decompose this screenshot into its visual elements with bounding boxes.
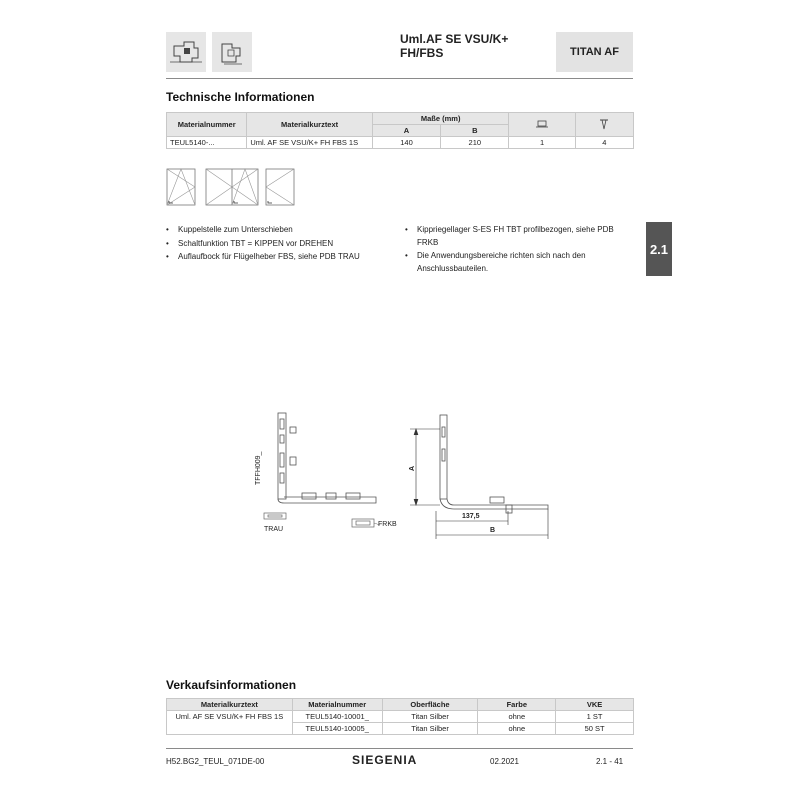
page-title: Uml.AF SE VSU/K+ FH/FBS (400, 32, 509, 60)
footer-doc-code: H52.BG2_TEUL_071DE-00 (166, 757, 265, 766)
corner-drive-dimensioned-view (440, 415, 548, 513)
drawing-label-trau: TRAU (264, 526, 284, 533)
profile-section-icon (212, 32, 252, 72)
list-item: • Kippriegellager S-ES FH TBT profilbezogen, siehe PDB FRKB (405, 224, 625, 249)
bearing-icon (535, 119, 549, 129)
col-dimensions: Maße (mm) (372, 113, 509, 125)
window-symbol-fixed (266, 169, 294, 205)
profile-thumbnail-1 (166, 32, 206, 72)
col-vke: VKE (556, 699, 634, 711)
cell-color: ohne (478, 723, 556, 735)
cell-short-text-empty (167, 723, 293, 735)
table-row (167, 137, 634, 149)
table-row (167, 723, 634, 735)
dim-label-b: B (490, 527, 496, 534)
footer-date: 02.2021 (490, 757, 519, 766)
dim-label-137: 137,5 (462, 513, 480, 520)
col-screw-icon (575, 113, 633, 137)
tech-info-heading: Technische Informationen (166, 90, 315, 104)
window-symbol-single (167, 169, 195, 205)
footer-page-number: 2.1 - 41 (596, 757, 624, 766)
window-function-symbols (166, 168, 298, 208)
table-row (167, 711, 634, 723)
cell-short-text: Uml. AF SE VSU/K+ FH FBS 1S (247, 137, 373, 149)
technical-drawing (250, 405, 560, 545)
cell-surface: Titan Silber (382, 711, 478, 723)
dim-label-a: A (409, 465, 416, 471)
cell-vke: 50 ST (556, 723, 634, 735)
frkb-part (352, 519, 380, 527)
cell-surface: Titan Silber (382, 723, 478, 735)
header-divider (166, 78, 633, 79)
trau-part (264, 513, 286, 519)
col-bearing-icon (509, 113, 575, 137)
drawing-label-vertical: TFFH009_ (255, 451, 262, 485)
col-short-text: Materialkurztext (247, 113, 373, 137)
list-item: • Auflaufbock für Flügelheber FBS, siehe PDB TRAU (166, 251, 386, 264)
cell-short-text: Uml. AF SE VSU/K+ FH FBS 1S (167, 711, 293, 723)
profile-section-icon (166, 32, 206, 72)
cell-dim-a: 140 (372, 137, 440, 149)
window-symbol-double (206, 169, 258, 205)
col-material-number: Materialnummer (292, 699, 382, 711)
col-dim-a: A (372, 125, 440, 137)
col-material-number: Materialnummer (167, 113, 247, 137)
footer-divider (166, 748, 633, 749)
sales-info-heading: Verkaufsinformationen (166, 678, 297, 692)
drawing-label-frkb: FRKB (378, 521, 397, 528)
col-short-text: Materialkurztext (167, 699, 293, 711)
tech-info-table (166, 112, 634, 149)
col-surface: Oberfläche (382, 699, 478, 711)
sales-info-table (166, 698, 634, 735)
chapter-tab: 2.1 (646, 222, 672, 276)
cell-material-number: TEUL5140-10001_ (292, 711, 382, 723)
screw-icon (599, 118, 609, 130)
feature-list-right (405, 224, 625, 276)
col-color: Farbe (478, 699, 556, 711)
feature-list-left (166, 224, 386, 265)
list-item: • Die Anwendungsbereiche richten sich nach den Anschlussbauteilen. (405, 250, 625, 275)
cell-dim-b: 210 (441, 137, 509, 149)
product-line-tab: TITAN AF (556, 32, 633, 72)
profile-thumbnail-2 (212, 32, 252, 72)
list-item: • Schaltfunktion TBT = KIPPEN vor DREHEN (166, 238, 386, 251)
col-dim-b: B (441, 125, 509, 137)
cell-material-number: TEUL5140-10005_ (292, 723, 382, 735)
brand-logo: SIEGENIA (352, 753, 418, 767)
cell-qty-bearing: 1 (509, 137, 575, 149)
corner-drive-left-view (278, 413, 376, 503)
list-item: • Kuppelstelle zum Unterschieben (166, 224, 386, 237)
cell-vke: 1 ST (556, 711, 634, 723)
dimension-lines (410, 429, 548, 539)
cell-qty-screw: 4 (575, 137, 633, 149)
cell-color: ohne (478, 711, 556, 723)
cell-material-number: TEUL5140-... (167, 137, 247, 149)
